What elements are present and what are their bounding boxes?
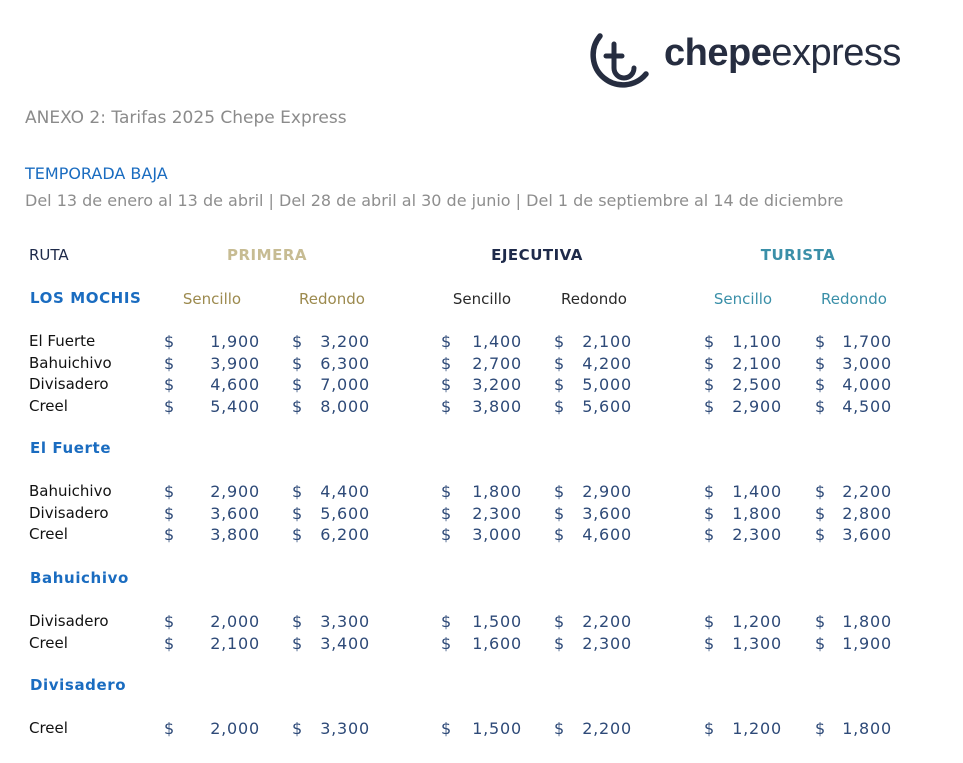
primera-sencillo-price: 2,100	[210, 633, 260, 653]
turista-sencillo-price: 2,100	[732, 353, 782, 373]
currency-symbol: $	[441, 612, 452, 631]
turista-redondo-price: 4,000	[842, 375, 892, 395]
primera-redondo-price: 3,300	[320, 719, 370, 738]
primera-redondo-price: 8,000	[320, 396, 370, 416]
ejecutiva-sencillo-price: 1,400	[472, 332, 522, 351]
currency-symbol: $	[704, 503, 715, 523]
ejecutiva-redondo-price: 4,200	[582, 353, 632, 373]
currency-symbol: $	[704, 482, 715, 501]
turista-sencillo-price: 1,800	[732, 503, 782, 523]
turista-redondo-price: 3,000	[842, 353, 892, 373]
currency-symbol: $	[554, 332, 565, 351]
turista-redondo-price: 3,600	[842, 525, 892, 545]
table-row	[0, 354, 963, 374]
ejecutiva-redondo-price: 2,300	[582, 633, 632, 653]
destination-label: Creel	[29, 525, 68, 544]
ejecutiva-sencillo-price: 1,500	[472, 719, 522, 738]
ejecutiva-sencillo-header: Sencillo	[452, 290, 512, 308]
currency-symbol: $	[292, 353, 303, 373]
ejecutiva-sencillo-price: 1,800	[472, 482, 522, 501]
currency-symbol: $	[441, 396, 452, 416]
ejecutiva-redondo-price: 2,900	[582, 482, 632, 501]
primera-redondo-price: 6,300	[320, 353, 370, 373]
currency-symbol: $	[554, 719, 565, 738]
currency-symbol: $	[554, 482, 565, 501]
primera-sencillo-price: 3,600	[210, 503, 260, 523]
currency-symbol: $	[292, 332, 303, 351]
currency-symbol: $	[441, 525, 452, 545]
currency-symbol: $	[441, 375, 452, 395]
origin-heading: Divisadero	[30, 676, 127, 694]
destination-label: Creel	[29, 396, 68, 415]
currency-symbol: $	[292, 612, 303, 631]
currency-symbol: $	[554, 633, 565, 653]
currency-symbol: $	[554, 375, 565, 395]
destination-label: Creel	[29, 633, 68, 652]
currency-symbol: $	[815, 612, 826, 631]
turista-sencillo-header: Sencillo	[713, 290, 773, 308]
currency-symbol: $	[164, 396, 175, 416]
currency-symbol: $	[164, 332, 175, 351]
destination-label: Divisadero	[29, 503, 109, 522]
currency-symbol: $	[292, 375, 303, 395]
origin-heading: Bahuichivo	[30, 569, 129, 587]
table-row	[0, 634, 963, 654]
ejecutiva-redondo-price: 5,000	[582, 375, 632, 395]
destination-label: El Fuerte	[29, 332, 96, 350]
turista-sencillo-price: 1,400	[732, 482, 782, 501]
table-row	[0, 375, 963, 395]
ejecutiva-redondo-price: 4,600	[582, 525, 632, 545]
turista-sencillo-price: 1,200	[732, 719, 782, 738]
turista-sencillo-price: 2,500	[732, 375, 782, 395]
ejecutiva-sencillo-price: 1,600	[472, 633, 522, 653]
table-row	[0, 612, 963, 632]
origin-heading: LOS MOCHIS	[30, 289, 142, 307]
ejecutiva-sencillo-price: 3,200	[472, 375, 522, 395]
ejecutiva-redondo-price: 2,200	[582, 719, 632, 738]
primera-redondo-price: 7,000	[320, 375, 370, 395]
currency-symbol: $	[815, 396, 826, 416]
primera-header: PRIMERA	[227, 246, 307, 264]
turista-redondo-price: 1,700	[842, 332, 892, 351]
primera-sencillo-price: 3,900	[210, 353, 260, 373]
ejecutiva-sencillo-price: 2,300	[472, 503, 522, 523]
primera-redondo-price: 5,600	[320, 503, 370, 523]
currency-symbol: $	[704, 612, 715, 631]
destination-label: Bahuichivo	[29, 482, 112, 500]
currency-symbol: $	[292, 633, 303, 653]
currency-symbol: $	[441, 332, 452, 351]
currency-symbol: $	[164, 612, 175, 631]
primera-redondo-price: 3,400	[320, 633, 370, 653]
currency-symbol: $	[704, 332, 715, 351]
primera-sencillo-price: 4,600	[210, 375, 260, 395]
currency-symbol: $	[815, 719, 826, 738]
ejecutiva-redondo-header: Redondo	[561, 290, 627, 308]
turista-redondo-price: 1,800	[842, 719, 892, 738]
turista-sencillo-price: 2,900	[732, 396, 782, 416]
turista-header: TURISTA	[760, 246, 836, 264]
primera-redondo-price: 3,200	[320, 332, 370, 351]
currency-symbol: $	[164, 482, 175, 501]
currency-symbol: $	[704, 525, 715, 545]
currency-symbol: $	[554, 612, 565, 631]
currency-symbol: $	[704, 353, 715, 373]
primera-sencillo-price: 2,000	[210, 612, 260, 631]
season-name: TEMPORADA BAJA	[25, 164, 168, 183]
currency-symbol: $	[815, 332, 826, 351]
table-row	[0, 525, 963, 545]
turista-sencillo-price: 1,300	[732, 633, 782, 653]
currency-symbol: $	[704, 719, 715, 738]
table-row	[0, 504, 963, 524]
turista-redondo-price: 4,500	[842, 396, 892, 416]
currency-symbol: $	[164, 525, 175, 545]
table-row	[0, 719, 963, 739]
currency-symbol: $	[441, 719, 452, 738]
currency-symbol: $	[292, 482, 303, 501]
currency-symbol: $	[815, 482, 826, 501]
currency-symbol: $	[815, 375, 826, 395]
currency-symbol: $	[554, 525, 565, 545]
route-header: RUTA	[29, 246, 69, 264]
turista-sencillo-price: 1,100	[732, 332, 782, 351]
document-title: ANEXO 2: Tarifas 2025 Chepe Express	[25, 108, 347, 128]
currency-symbol: $	[554, 353, 565, 373]
turista-sencillo-price: 2,300	[732, 525, 782, 545]
season-dates: Del 13 de enero al 13 de abril | Del 28 de abril al 30 de junio | Del 1 de septiembre al 14 de diciembre	[25, 191, 844, 210]
currency-symbol: $	[441, 482, 452, 501]
currency-symbol: $	[554, 503, 565, 523]
currency-symbol: $	[292, 525, 303, 545]
destination-label: Divisadero	[29, 612, 109, 630]
turista-redondo-price: 2,800	[842, 503, 892, 523]
ejecutiva-sencillo-price: 3,000	[472, 525, 522, 545]
ejecutiva-redondo-price: 2,100	[582, 332, 632, 351]
primera-redondo-price: 6,200	[320, 525, 370, 545]
currency-symbol: $	[164, 633, 175, 653]
primera-sencillo-price: 2,000	[210, 719, 260, 738]
ejecutiva-sencillo-price: 2,700	[472, 353, 522, 373]
table-row	[0, 482, 963, 502]
destination-label: Divisadero	[29, 375, 109, 394]
ejecutiva-redondo-price: 3,600	[582, 503, 632, 523]
primera-sencillo-price: 1,900	[210, 332, 260, 351]
turista-sencillo-price: 1,200	[732, 612, 782, 631]
primera-redondo-header: Redondo	[299, 290, 365, 308]
destination-label: Bahuichivo	[29, 353, 112, 372]
ejecutiva-sencillo-price: 1,500	[472, 612, 522, 631]
currency-symbol: $	[704, 375, 715, 395]
currency-symbol: $	[164, 503, 175, 523]
primera-redondo-price: 4,400	[320, 482, 370, 501]
currency-symbol: $	[815, 503, 826, 523]
currency-symbol: $	[292, 396, 303, 416]
ejecutiva-redondo-price: 2,200	[582, 612, 632, 631]
currency-symbol: $	[704, 396, 715, 416]
currency-symbol: $	[815, 353, 826, 373]
primera-sencillo-price: 2,900	[210, 482, 260, 501]
currency-symbol: $	[164, 375, 175, 395]
turista-redondo-price: 1,900	[842, 633, 892, 653]
currency-symbol: $	[554, 396, 565, 416]
currency-symbol: $	[815, 633, 826, 653]
table-row	[0, 397, 963, 417]
chepe-logo-icon	[586, 30, 656, 92]
currency-symbol: $	[441, 503, 452, 523]
currency-symbol: $	[164, 719, 175, 738]
primera-sencillo-price: 5,400	[210, 396, 260, 416]
ejecutiva-redondo-price: 5,600	[582, 396, 632, 416]
currency-symbol: $	[815, 525, 826, 545]
chepe-express-logo	[586, 30, 916, 92]
ejecutiva-header: EJECUTIVA	[491, 246, 583, 264]
primera-sencillo-price: 3,800	[210, 525, 260, 545]
currency-symbol: $	[292, 719, 303, 738]
currency-symbol: $	[704, 633, 715, 653]
currency-symbol: $	[441, 633, 452, 653]
ejecutiva-sencillo-price: 3,800	[472, 396, 522, 416]
turista-redondo-header: Redondo	[821, 290, 887, 308]
turista-redondo-price: 2,200	[842, 482, 892, 501]
destination-label: Creel	[29, 719, 68, 737]
primera-redondo-price: 3,300	[320, 612, 370, 631]
currency-symbol: $	[441, 353, 452, 373]
logo-wordmark: chepeexpress	[664, 32, 901, 74]
turista-redondo-price: 1,800	[842, 612, 892, 631]
currency-symbol: $	[164, 353, 175, 373]
table-row	[0, 332, 963, 352]
currency-symbol: $	[292, 503, 303, 523]
origin-heading: El Fuerte	[30, 439, 112, 457]
primera-sencillo-header: Sencillo	[182, 290, 242, 308]
